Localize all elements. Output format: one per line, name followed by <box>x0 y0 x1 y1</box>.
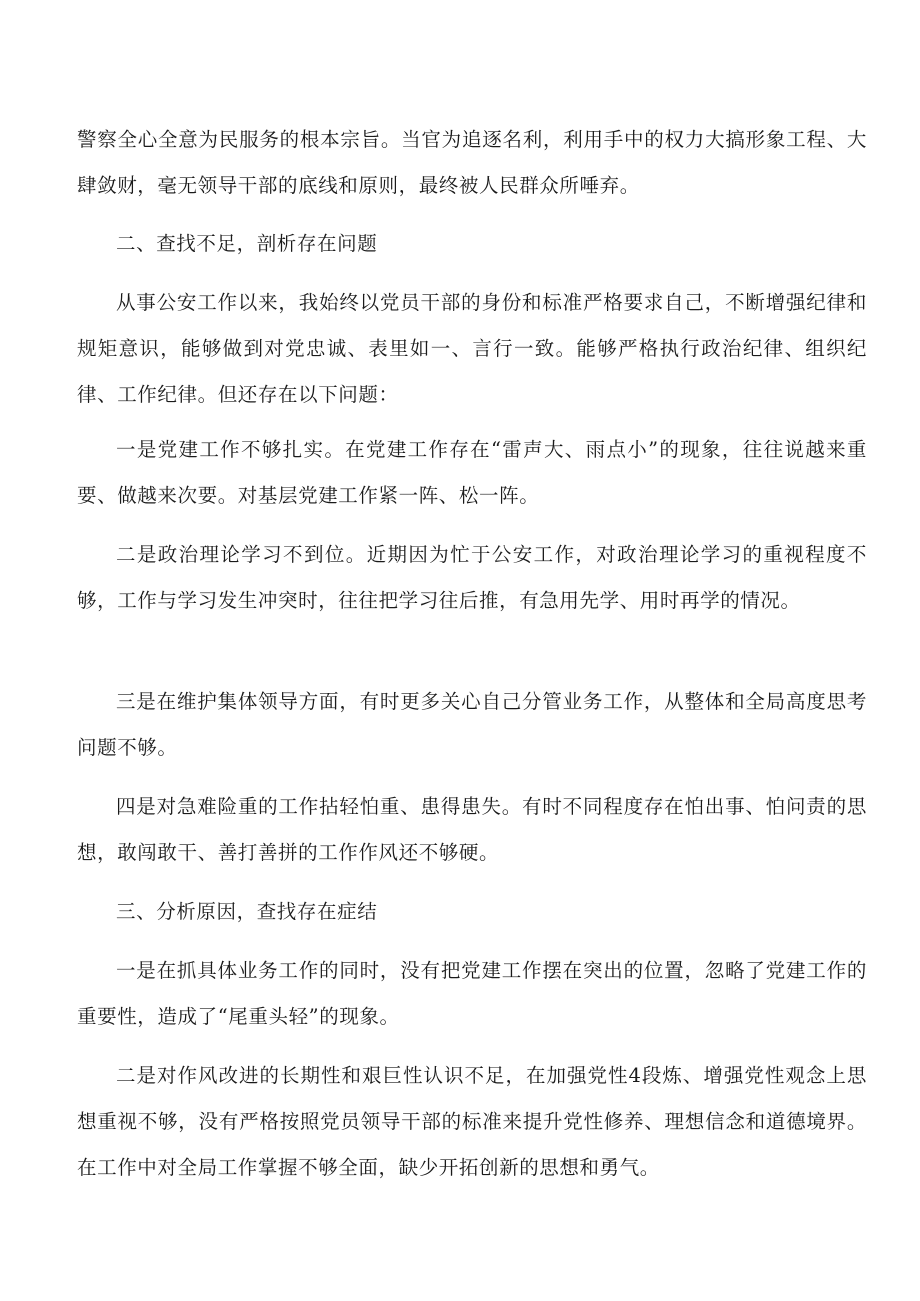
paragraph-cause-2: 二是对作风改进的长期性和艰巨性认识不足，在加强党性4段炼、增强党性观念上思想重视不够，没有严格按照党员领导干部的标准来提升党性修养、理想信念和道德境界。在工作中对全局工作掌握不够全面，缺少开拓创新的思想和勇气。 <box>77 1064 867 1179</box>
paragraph-problem-4: 四是对急难险重的工作拈轻怕重、患得患失。有时不同程度存在怕出事、怕问责的思想，敢闯敢干、善打善拼的工作作风还不够硬。 <box>77 795 867 864</box>
paragraph-cause-1: 一是在抓具体业务工作的同时，没有把党建工作摆在突出的位置，忽略了党建工作的重要性，造成了“尾重头轻”的现象。 <box>77 959 867 1028</box>
paragraph-problem-2: 二是政治理论学习不到位。近期因为忙于公安工作，对政治理论学习的重视程度不够，工作与学习发生冲突时，往往把学习往后推，有急用先学、用时再学的情况。 <box>77 543 867 612</box>
paragraph-problem-1: 一是党建工作不够扎实。在党建工作存在“雷声大、雨点小”的现象，往往说越来重要、做越来次要。对基层党建工作紧一阵、松一阵。 <box>77 438 867 507</box>
section-heading-2: 二、查找不足，剖析存在问题 <box>116 232 378 255</box>
paragraph-continuation: 警察全心全意为民服务的根本宗旨。当官为追逐名利，利用手中的权力大搞形象工程、大肆敛财，毫无领导干部的底线和原则，最终被人民群众所唾弃。 <box>77 128 867 197</box>
paragraph-problem-3: 三是在维护集体领导方面，有时更多关心自己分管业务工作，从整体和全局高度思考问题不够。 <box>77 690 867 759</box>
section-heading-3: 三、分析原因，查找存在症结 <box>116 900 378 923</box>
paragraph-intro: 从事公安工作以来，我始终以党员干部的身份和标准严格要求自己，不断增强纪律和规矩意识，能够做到对党忠诚、表里如一、言行一致。能够严格执行政治纪律、组织纪律、工作纪律。但还存在以下问题： <box>77 291 867 406</box>
